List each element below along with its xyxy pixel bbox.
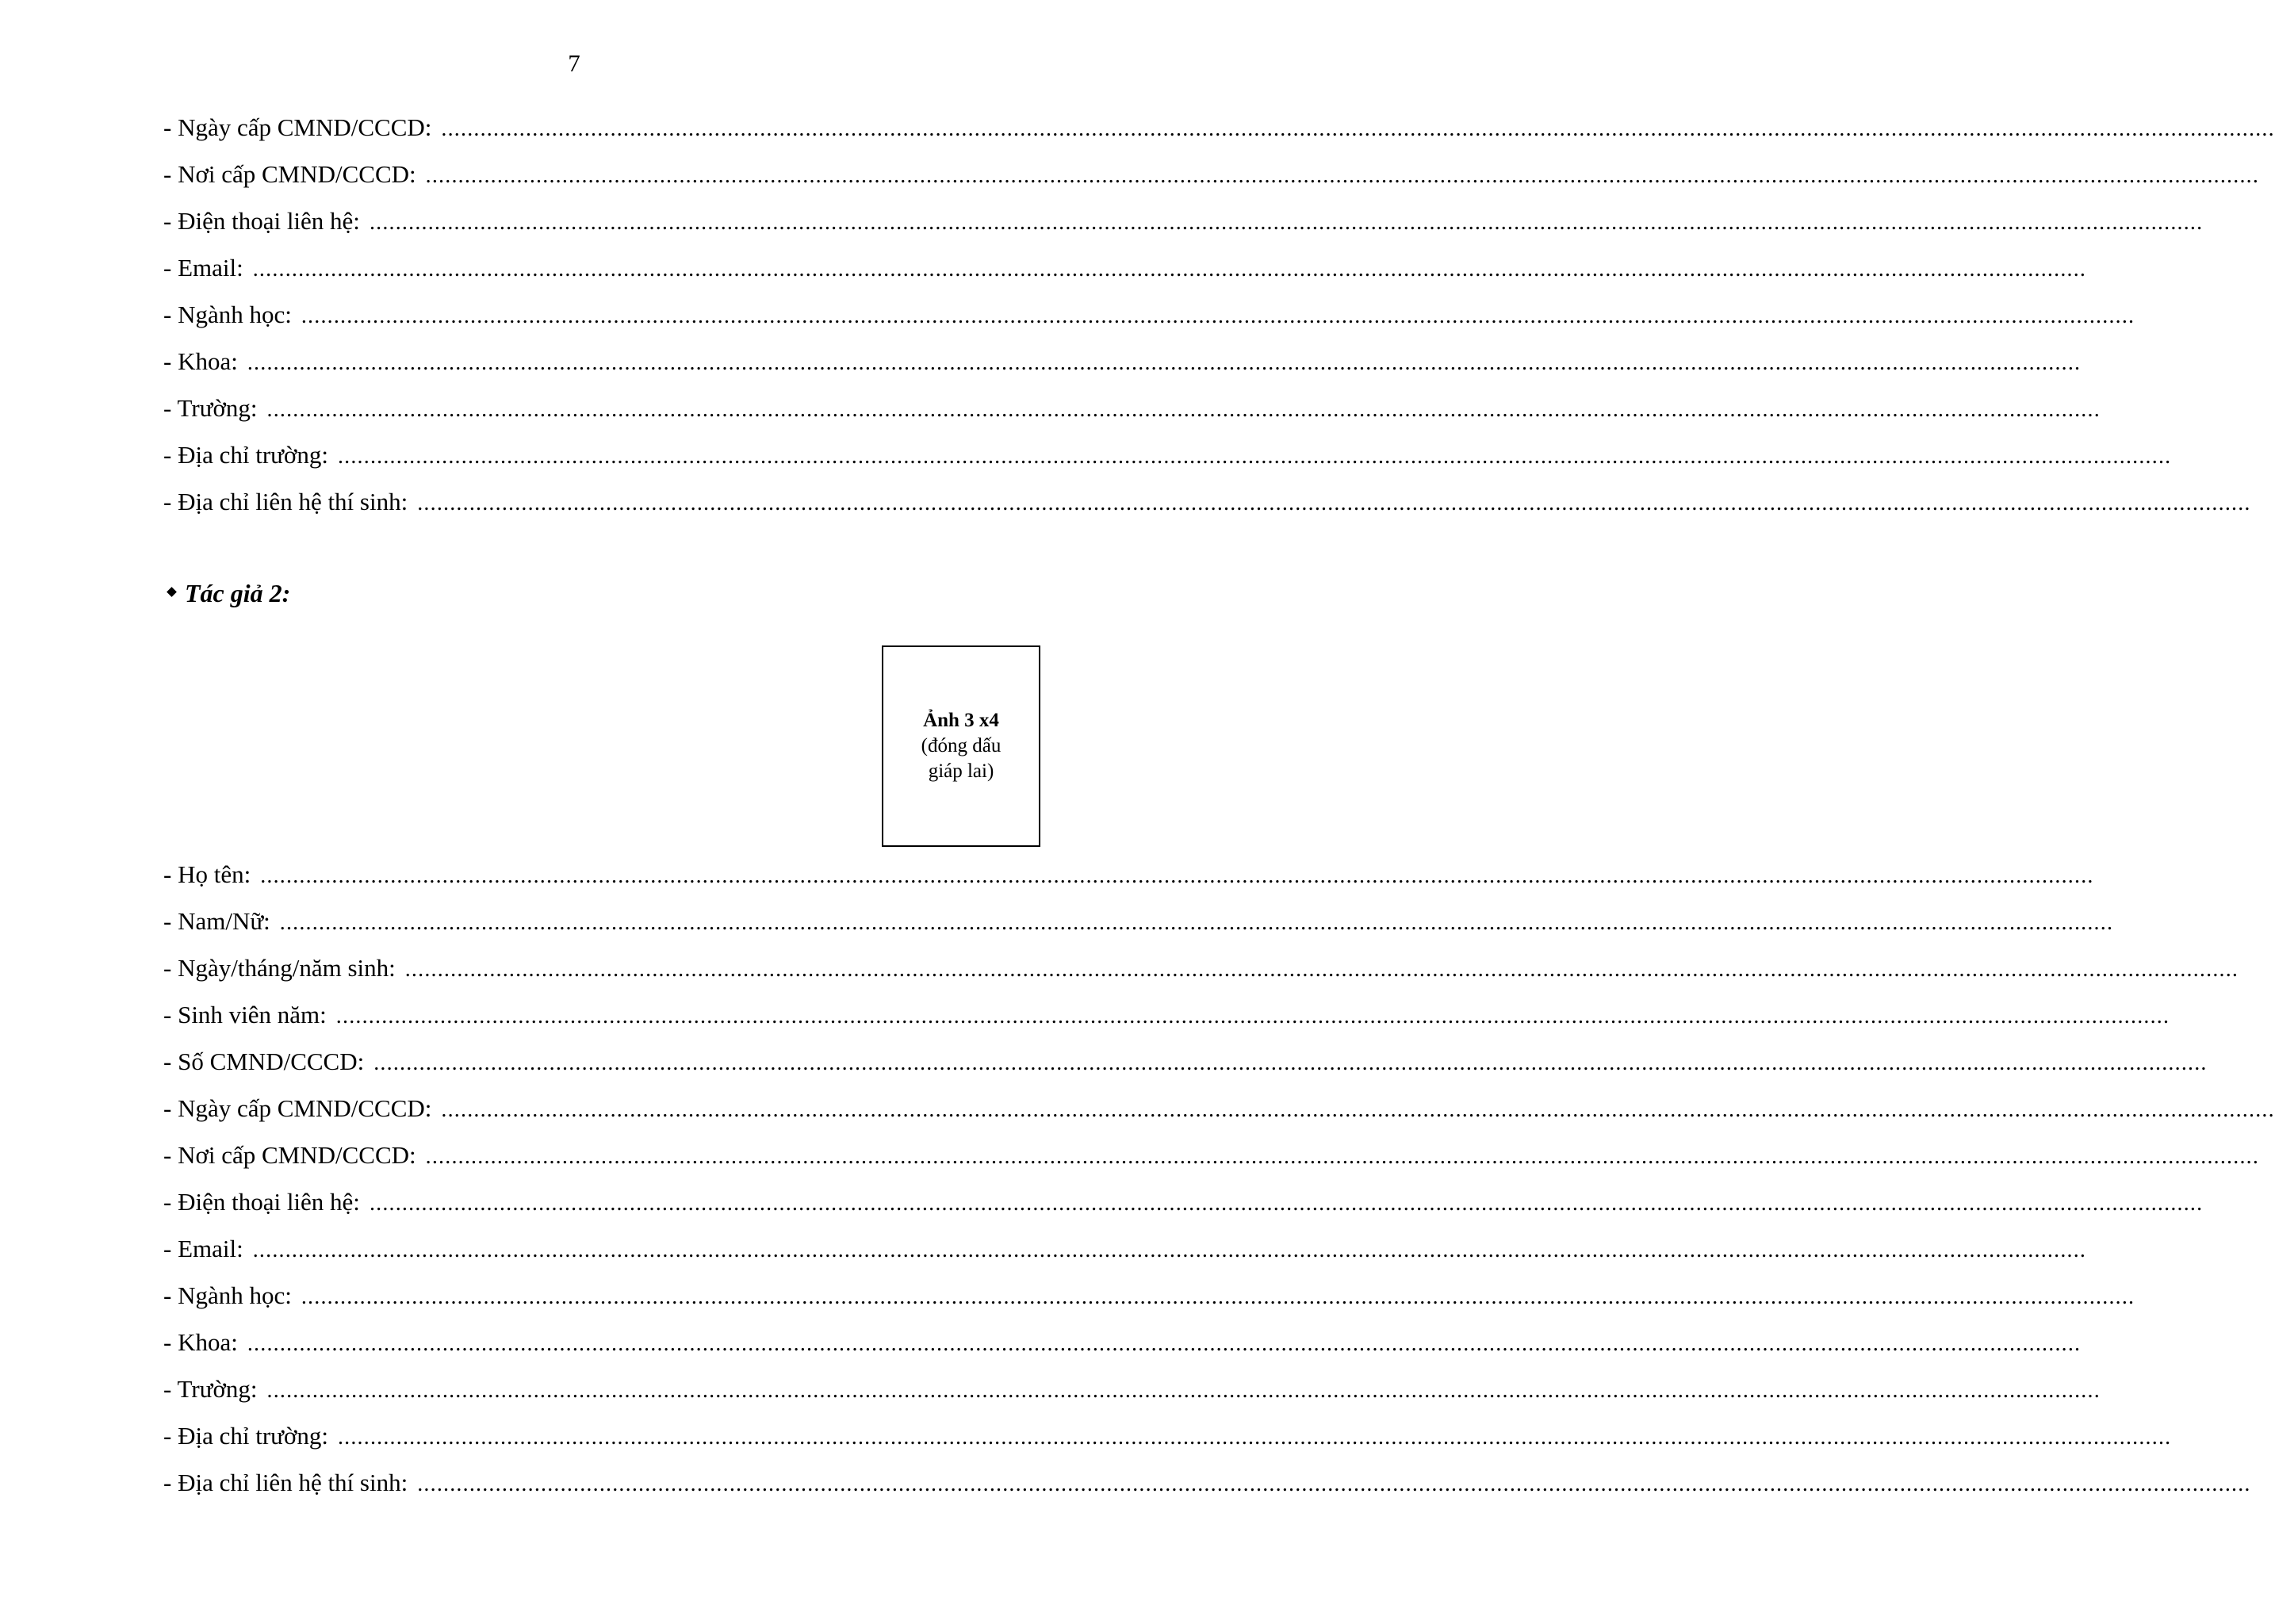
field-dien-thoai xyxy=(163,197,2204,244)
author2-field-list xyxy=(163,851,2275,1506)
fill-in-line: .......................................................................................................................................................................................................................................................................................... xyxy=(260,864,2094,888)
fill-in-line: .......................................................................................................................................................................................................................................................................................... xyxy=(404,957,2239,982)
field-ngay-cap xyxy=(163,104,2275,151)
fill-in-line: .......................................................................................................................................................................................................................................................................................... xyxy=(417,491,2251,515)
field-ho-ten xyxy=(163,851,2094,898)
field-label: - Số CMND/CCCD: xyxy=(163,1048,365,1075)
field-label: - Ngày cấp CMND/CCCD: xyxy=(163,1094,432,1122)
fill-in-line: .......................................................................................................................................................................................................................................................................................... xyxy=(417,1472,2251,1496)
field-email xyxy=(163,244,2087,291)
photo-box-note-line1: (đóng dấu xyxy=(921,735,1002,756)
fill-in-line: .......................................................................................................................................................................................................................................................................................... xyxy=(425,1144,2260,1169)
field-nam-nu xyxy=(163,898,2114,944)
field-label: - Sinh viên năm: xyxy=(163,1001,327,1028)
field-label: - Email: xyxy=(163,254,243,282)
fill-in-line: .......................................................................................................................................................................................................................................................................................... xyxy=(247,350,2082,375)
photo-box-note-line2: giáp lai) xyxy=(928,760,994,782)
field-truong xyxy=(163,385,2101,431)
fill-in-line: .......................................................................................................................................................................................................................................................................................... xyxy=(337,444,2172,469)
field-noi-cap xyxy=(163,151,2260,197)
page-number: 7 xyxy=(568,49,580,77)
field-label: - Địa chỉ trường: xyxy=(163,1422,328,1450)
field-label: - Trường: xyxy=(163,1375,258,1403)
fill-in-line: .......................................................................................................................................................................................................................................................................................... xyxy=(373,1051,2208,1075)
field-ngay-sinh xyxy=(163,944,2239,991)
field-label: - Khoa: xyxy=(163,1328,238,1356)
field-label: - Địa chỉ liên hệ thí sinh: xyxy=(163,488,408,515)
field-label: - Nam/Nữ: xyxy=(163,907,270,935)
fill-in-line: .......................................................................................................................................................................................................................................................................................... xyxy=(252,257,2087,282)
field-khoa xyxy=(163,1319,2082,1365)
field-dien-thoai xyxy=(163,1178,2204,1225)
field-label: - Địa chỉ trường: xyxy=(163,441,328,469)
fill-in-line: .......................................................................................................................................................................................................................................................................................... xyxy=(441,117,2275,141)
field-label: - Ngành học: xyxy=(163,301,292,328)
fill-in-line: .......................................................................................................................................................................................................................................................................................... xyxy=(301,304,2135,328)
field-sinh-vien-nam xyxy=(163,991,2170,1038)
field-noi-cap xyxy=(163,1132,2260,1178)
field-label: - Điện thoại liên hệ: xyxy=(163,1188,360,1216)
field-so-cmnd xyxy=(163,1038,2208,1085)
field-ngay-cap xyxy=(163,1085,2275,1132)
author2-heading-text: Tác giả 2: xyxy=(185,579,291,607)
diamond-bullet-icon xyxy=(167,587,177,597)
fill-in-line: .......................................................................................................................................................................................................................................................................................... xyxy=(279,910,2114,935)
field-label: - Họ tên: xyxy=(163,860,251,888)
field-nganh-hoc xyxy=(163,1272,2135,1319)
field-dia-chi-truong xyxy=(163,1412,2172,1459)
field-label: - Ngày/tháng/năm sinh: xyxy=(163,954,396,982)
field-khoa xyxy=(163,338,2082,385)
fill-in-line: .......................................................................................................................................................................................................................................................................................... xyxy=(266,1378,2101,1403)
author2-heading xyxy=(168,577,290,609)
fill-in-line: .......................................................................................................................................................................................................................................................................................... xyxy=(337,1425,2172,1450)
fill-in-line: .......................................................................................................................................................................................................................................................................................... xyxy=(335,1004,2170,1028)
fill-in-line: .......................................................................................................................................................................................................................................................................................... xyxy=(252,1238,2087,1262)
field-label: - Nơi cấp CMND/CCCD: xyxy=(163,160,416,188)
field-label: - Nơi cấp CMND/CCCD: xyxy=(163,1141,416,1169)
field-label: - Email: xyxy=(163,1235,243,1262)
fill-in-line: .......................................................................................................................................................................................................................................................................................... xyxy=(266,397,2101,422)
author1-field-list xyxy=(163,104,2275,525)
field-dia-chi-lien-he xyxy=(163,478,2251,525)
fill-in-line: .......................................................................................................................................................................................................................................................................................... xyxy=(369,210,2204,235)
field-label: - Địa chỉ liên hệ thí sinh: xyxy=(163,1469,408,1496)
field-label: - Ngành học: xyxy=(163,1281,292,1309)
field-label: - Trường: xyxy=(163,394,258,422)
fill-in-line: .......................................................................................................................................................................................................................................................................................... xyxy=(369,1191,2204,1216)
field-dia-chi-lien-he xyxy=(163,1459,2251,1506)
fill-in-line: .......................................................................................................................................................................................................................................................................................... xyxy=(301,1285,2135,1309)
field-nganh-hoc xyxy=(163,291,2135,338)
photo-box xyxy=(882,645,1040,847)
fill-in-line: .......................................................................................................................................................................................................................................................................................... xyxy=(247,1331,2082,1356)
field-truong xyxy=(163,1365,2101,1412)
fill-in-line: .......................................................................................................................................................................................................................................................................................... xyxy=(441,1097,2275,1122)
field-label: - Ngày cấp CMND/CCCD: xyxy=(163,113,432,141)
field-label: - Điện thoại liên hệ: xyxy=(163,207,360,235)
field-email xyxy=(163,1225,2087,1272)
field-dia-chi-truong xyxy=(163,431,2172,478)
fill-in-line: .......................................................................................................................................................................................................................................................................................... xyxy=(425,163,2260,188)
field-label: - Khoa: xyxy=(163,347,238,375)
photo-box-title: Ảnh 3 x4 xyxy=(923,710,999,731)
